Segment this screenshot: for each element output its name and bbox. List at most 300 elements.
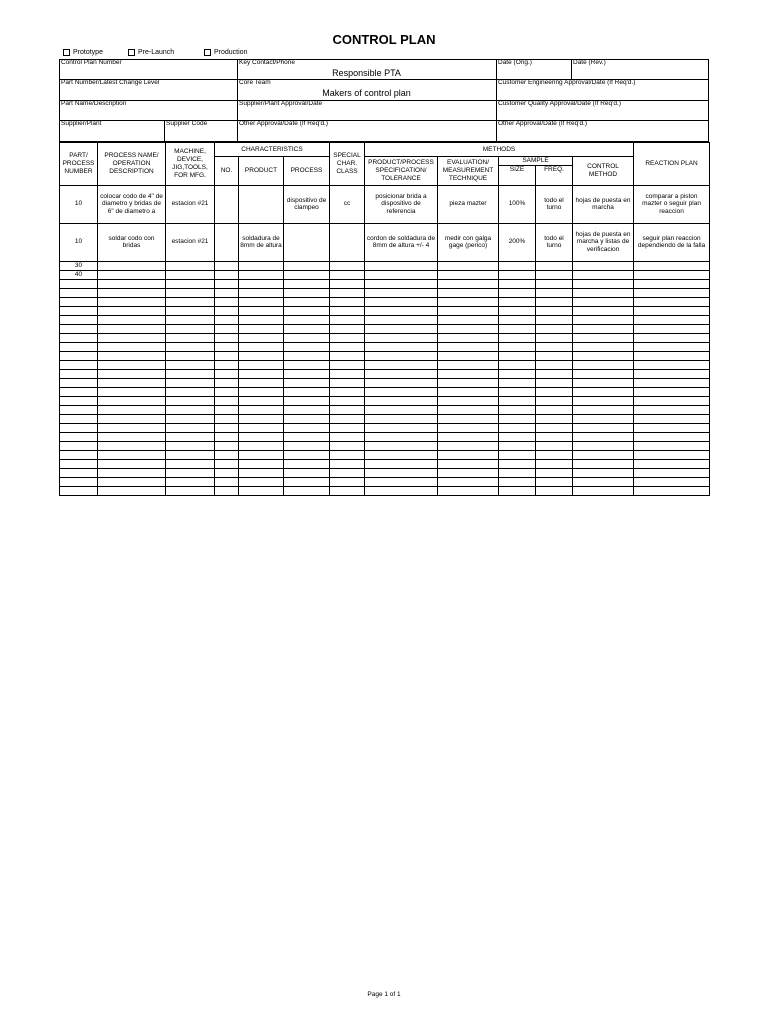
table-cell-empty[interactable] <box>499 297 536 306</box>
table-cell-empty[interactable] <box>166 387 215 396</box>
table-cell-empty[interactable] <box>365 351 438 360</box>
table-cell-empty[interactable] <box>215 288 239 297</box>
table-cell-empty[interactable] <box>438 450 499 459</box>
table-cell-empty[interactable] <box>284 414 330 423</box>
table-cell-process[interactable] <box>284 261 330 270</box>
table-cell-empty[interactable] <box>239 423 284 432</box>
table-cell-empty[interactable] <box>536 324 573 333</box>
table-cell-empty[interactable] <box>60 468 98 477</box>
table-cell-empty[interactable] <box>60 342 98 351</box>
table-cell-empty[interactable] <box>166 486 215 495</box>
phase-option-production[interactable] <box>204 49 247 56</box>
table-cell-size[interactable] <box>499 261 536 270</box>
table-cell-empty[interactable] <box>284 315 330 324</box>
table-cell-empty[interactable] <box>215 297 239 306</box>
table-cell-empty[interactable] <box>239 468 284 477</box>
table-cell-empty[interactable] <box>499 315 536 324</box>
table-cell-empty[interactable] <box>365 486 438 495</box>
table-cell-empty[interactable] <box>634 396 710 405</box>
table-cell-empty[interactable] <box>365 405 438 414</box>
table-cell-empty[interactable] <box>634 468 710 477</box>
table-cell-empty[interactable] <box>365 297 438 306</box>
table-cell-empty[interactable] <box>166 306 215 315</box>
table-cell-special[interactable] <box>330 261 365 270</box>
table-cell-size[interactable]: 100% <box>499 185 536 223</box>
table-cell-empty[interactable] <box>634 387 710 396</box>
table-cell-empty[interactable] <box>98 477 166 486</box>
table-cell-empty[interactable] <box>98 468 166 477</box>
table-cell-freq[interactable] <box>536 261 573 270</box>
table-cell-empty[interactable] <box>499 450 536 459</box>
table-cell-empty[interactable] <box>536 387 573 396</box>
other-approval-field-1[interactable] <box>237 120 496 142</box>
table-cell-empty[interactable] <box>499 306 536 315</box>
table-cell-empty[interactable] <box>98 396 166 405</box>
table-cell-empty[interactable] <box>438 441 499 450</box>
table-cell-empty[interactable] <box>365 441 438 450</box>
table-cell-no[interactable] <box>215 270 239 279</box>
table-cell-empty[interactable] <box>215 486 239 495</box>
table-cell-empty[interactable] <box>98 315 166 324</box>
table-cell-empty[interactable] <box>573 414 634 423</box>
table-cell-empty[interactable] <box>284 450 330 459</box>
table-cell-empty[interactable] <box>215 423 239 432</box>
table-cell-empty[interactable] <box>239 396 284 405</box>
table-cell-empty[interactable] <box>215 432 239 441</box>
table-cell-empty[interactable] <box>239 360 284 369</box>
table-cell-empty[interactable] <box>634 342 710 351</box>
table-cell-empty[interactable] <box>215 279 239 288</box>
table-cell-empty[interactable] <box>634 333 710 342</box>
table-cell-empty[interactable] <box>239 297 284 306</box>
table-cell-empty[interactable] <box>284 459 330 468</box>
table-cell-empty[interactable] <box>330 279 365 288</box>
table-cell-empty[interactable] <box>166 333 215 342</box>
table-cell-empty[interactable] <box>536 351 573 360</box>
supplier-plant-field[interactable] <box>59 120 164 142</box>
table-cell-process-name[interactable] <box>98 261 166 270</box>
table-cell-empty[interactable] <box>573 486 634 495</box>
table-cell-empty[interactable] <box>573 450 634 459</box>
table-cell-empty[interactable] <box>98 423 166 432</box>
table-cell-empty[interactable] <box>60 315 98 324</box>
table-cell-empty[interactable] <box>499 441 536 450</box>
table-cell-empty[interactable] <box>634 477 710 486</box>
table-cell-empty[interactable] <box>239 342 284 351</box>
table-cell-empty[interactable] <box>284 369 330 378</box>
table-cell-special[interactable]: cc <box>330 185 365 223</box>
table-cell-empty[interactable] <box>499 288 536 297</box>
table-cell-empty[interactable] <box>573 387 634 396</box>
table-cell-empty[interactable] <box>284 486 330 495</box>
table-cell-empty[interactable] <box>60 288 98 297</box>
table-cell-empty[interactable] <box>60 423 98 432</box>
table-cell-empty[interactable] <box>166 279 215 288</box>
table-cell-empty[interactable] <box>60 486 98 495</box>
table-cell-empty[interactable] <box>215 459 239 468</box>
table-cell-process-name[interactable]: soldar codo con bridas <box>98 223 166 261</box>
table-cell-empty[interactable] <box>215 351 239 360</box>
table-cell-empty[interactable] <box>166 405 215 414</box>
control-plan-number-field[interactable] <box>59 59 237 79</box>
table-cell-empty[interactable] <box>634 459 710 468</box>
table-cell-empty[interactable] <box>438 279 499 288</box>
table-cell-product[interactable] <box>239 185 284 223</box>
table-cell-empty[interactable] <box>330 315 365 324</box>
table-cell-empty[interactable] <box>438 468 499 477</box>
table-cell-empty[interactable] <box>499 414 536 423</box>
table-cell-empty[interactable] <box>634 369 710 378</box>
table-cell-empty[interactable] <box>438 315 499 324</box>
table-cell-empty[interactable] <box>330 288 365 297</box>
table-cell-empty[interactable] <box>438 414 499 423</box>
table-cell-product[interactable] <box>239 261 284 270</box>
table-cell-empty[interactable] <box>215 369 239 378</box>
table-cell-empty[interactable] <box>499 459 536 468</box>
table-cell-empty[interactable] <box>284 378 330 387</box>
table-cell-part[interactable]: 40 <box>60 270 98 279</box>
table-cell-empty[interactable] <box>60 441 98 450</box>
table-cell-empty[interactable] <box>634 324 710 333</box>
table-cell-empty[interactable] <box>166 477 215 486</box>
table-cell-empty[interactable] <box>166 342 215 351</box>
table-cell-empty[interactable] <box>438 459 499 468</box>
table-cell-empty[interactable] <box>438 333 499 342</box>
table-cell-empty[interactable] <box>330 360 365 369</box>
table-cell-empty[interactable] <box>284 288 330 297</box>
table-cell-empty[interactable] <box>284 324 330 333</box>
table-cell-empty[interactable] <box>499 387 536 396</box>
table-cell-empty[interactable] <box>98 333 166 342</box>
table-cell-empty[interactable] <box>634 414 710 423</box>
table-cell-empty[interactable] <box>60 387 98 396</box>
table-cell-empty[interactable] <box>573 351 634 360</box>
table-cell-empty[interactable] <box>60 459 98 468</box>
table-cell-spec[interactable] <box>365 261 438 270</box>
table-cell-reaction[interactable]: comparar a piston mazter o seguir plan reaccion <box>634 185 710 223</box>
table-cell-empty[interactable] <box>284 306 330 315</box>
table-cell-empty[interactable] <box>536 468 573 477</box>
table-cell-empty[interactable] <box>365 360 438 369</box>
table-cell-process[interactable] <box>284 223 330 261</box>
table-cell-empty[interactable] <box>536 306 573 315</box>
table-cell-empty[interactable] <box>166 324 215 333</box>
table-cell-empty[interactable] <box>499 369 536 378</box>
table-cell-empty[interactable] <box>499 342 536 351</box>
table-cell-freq[interactable]: todo el turno <box>536 185 573 223</box>
table-cell-empty[interactable] <box>239 279 284 288</box>
table-cell-product[interactable] <box>239 270 284 279</box>
table-cell-empty[interactable] <box>215 342 239 351</box>
table-cell-empty[interactable] <box>573 477 634 486</box>
table-cell-empty[interactable] <box>166 288 215 297</box>
table-cell-empty[interactable] <box>215 477 239 486</box>
table-cell-empty[interactable] <box>536 405 573 414</box>
table-cell-empty[interactable] <box>499 396 536 405</box>
table-cell-empty[interactable] <box>98 306 166 315</box>
table-cell-empty[interactable] <box>438 324 499 333</box>
table-cell-empty[interactable] <box>365 279 438 288</box>
supplier-approval-field[interactable] <box>237 100 496 120</box>
table-cell-empty[interactable] <box>330 414 365 423</box>
table-cell-empty[interactable] <box>215 387 239 396</box>
table-cell-empty[interactable] <box>330 351 365 360</box>
table-cell-empty[interactable] <box>499 333 536 342</box>
table-cell-empty[interactable] <box>634 423 710 432</box>
table-cell-empty[interactable] <box>60 360 98 369</box>
table-cell-empty[interactable] <box>365 315 438 324</box>
table-cell-empty[interactable] <box>60 333 98 342</box>
date-rev-field[interactable] <box>571 59 709 79</box>
table-cell-part[interactable]: 10 <box>60 223 98 261</box>
table-cell-empty[interactable] <box>499 378 536 387</box>
table-cell-empty[interactable] <box>215 441 239 450</box>
table-cell-empty[interactable] <box>166 423 215 432</box>
table-cell-empty[interactable] <box>573 468 634 477</box>
customer-engineering-approval-field[interactable] <box>496 79 709 100</box>
table-cell-empty[interactable] <box>284 432 330 441</box>
table-cell-machine[interactable] <box>166 270 215 279</box>
table-cell-empty[interactable] <box>284 468 330 477</box>
table-cell-empty[interactable] <box>284 423 330 432</box>
table-cell-no[interactable] <box>215 223 239 261</box>
table-cell-empty[interactable] <box>499 324 536 333</box>
table-cell-empty[interactable] <box>98 414 166 423</box>
table-cell-empty[interactable] <box>98 378 166 387</box>
table-cell-empty[interactable] <box>365 387 438 396</box>
table-cell-empty[interactable] <box>365 450 438 459</box>
part-number-field[interactable] <box>59 79 237 100</box>
table-cell-empty[interactable] <box>284 396 330 405</box>
table-cell-empty[interactable] <box>499 405 536 414</box>
table-cell-reaction[interactable] <box>634 261 710 270</box>
table-cell-empty[interactable] <box>239 450 284 459</box>
table-cell-empty[interactable] <box>60 450 98 459</box>
table-cell-empty[interactable] <box>239 324 284 333</box>
table-cell-empty[interactable] <box>634 486 710 495</box>
table-cell-empty[interactable] <box>284 333 330 342</box>
table-cell-special[interactable] <box>330 223 365 261</box>
table-cell-empty[interactable] <box>215 306 239 315</box>
table-cell-empty[interactable] <box>634 279 710 288</box>
table-cell-empty[interactable] <box>365 342 438 351</box>
table-cell-empty[interactable] <box>536 441 573 450</box>
core-team-field[interactable] <box>237 79 496 100</box>
table-cell-empty[interactable] <box>634 351 710 360</box>
table-cell-empty[interactable] <box>98 288 166 297</box>
table-cell-empty[interactable] <box>330 468 365 477</box>
table-cell-empty[interactable] <box>499 432 536 441</box>
table-cell-empty[interactable] <box>239 333 284 342</box>
table-cell-empty[interactable] <box>239 441 284 450</box>
table-cell-empty[interactable] <box>536 315 573 324</box>
table-cell-empty[interactable] <box>573 459 634 468</box>
table-cell-empty[interactable] <box>634 450 710 459</box>
table-cell-empty[interactable] <box>499 351 536 360</box>
table-cell-empty[interactable] <box>166 360 215 369</box>
table-cell-empty[interactable] <box>634 432 710 441</box>
table-cell-empty[interactable] <box>438 351 499 360</box>
table-cell-machine[interactable]: estacion #21 <box>166 185 215 223</box>
table-cell-empty[interactable] <box>239 315 284 324</box>
table-cell-empty[interactable] <box>365 333 438 342</box>
table-cell-empty[interactable] <box>634 288 710 297</box>
table-cell-empty[interactable] <box>573 369 634 378</box>
table-cell-machine[interactable] <box>166 261 215 270</box>
table-cell-empty[interactable] <box>438 297 499 306</box>
table-cell-empty[interactable] <box>330 450 365 459</box>
table-cell-empty[interactable] <box>166 378 215 387</box>
table-cell-empty[interactable] <box>98 486 166 495</box>
table-cell-special[interactable] <box>330 270 365 279</box>
table-cell-empty[interactable] <box>60 324 98 333</box>
table-cell-empty[interactable] <box>330 441 365 450</box>
table-cell-empty[interactable] <box>166 297 215 306</box>
table-cell-empty[interactable] <box>60 279 98 288</box>
customer-quality-approval-field[interactable] <box>496 100 709 120</box>
table-cell-empty[interactable] <box>573 396 634 405</box>
table-cell-empty[interactable] <box>536 369 573 378</box>
table-cell-empty[interactable] <box>573 315 634 324</box>
table-cell-empty[interactable] <box>60 378 98 387</box>
part-name-field[interactable] <box>59 100 237 120</box>
table-cell-empty[interactable] <box>239 477 284 486</box>
table-cell-empty[interactable] <box>365 306 438 315</box>
table-cell-empty[interactable] <box>365 378 438 387</box>
table-cell-empty[interactable] <box>215 414 239 423</box>
table-cell-machine[interactable]: estacion #21 <box>166 223 215 261</box>
table-cell-empty[interactable] <box>330 387 365 396</box>
table-cell-empty[interactable] <box>98 387 166 396</box>
table-cell-empty[interactable] <box>438 288 499 297</box>
table-cell-empty[interactable] <box>365 288 438 297</box>
table-cell-empty[interactable] <box>499 486 536 495</box>
other-approval-field-2[interactable] <box>496 120 709 142</box>
table-cell-empty[interactable] <box>284 405 330 414</box>
table-cell-freq[interactable] <box>536 270 573 279</box>
table-cell-empty[interactable] <box>536 432 573 441</box>
table-cell-empty[interactable] <box>365 459 438 468</box>
table-cell-empty[interactable] <box>215 396 239 405</box>
table-cell-empty[interactable] <box>60 405 98 414</box>
table-cell-empty[interactable] <box>330 297 365 306</box>
table-cell-empty[interactable] <box>239 459 284 468</box>
table-cell-empty[interactable] <box>98 360 166 369</box>
table-cell-empty[interactable] <box>438 306 499 315</box>
table-cell-empty[interactable] <box>239 369 284 378</box>
table-cell-empty[interactable] <box>438 378 499 387</box>
table-cell-empty[interactable] <box>284 351 330 360</box>
table-cell-empty[interactable] <box>573 324 634 333</box>
table-cell-empty[interactable] <box>536 396 573 405</box>
table-cell-empty[interactable] <box>330 423 365 432</box>
table-cell-empty[interactable] <box>365 423 438 432</box>
table-cell-empty[interactable] <box>573 279 634 288</box>
table-cell-empty[interactable] <box>365 396 438 405</box>
date-orig-field[interactable] <box>496 59 571 79</box>
table-cell-empty[interactable] <box>499 477 536 486</box>
table-cell-product[interactable]: soldadura de 8mm de altura <box>239 223 284 261</box>
supplier-code-field[interactable] <box>164 120 237 142</box>
table-cell-empty[interactable] <box>438 423 499 432</box>
table-cell-no[interactable] <box>215 261 239 270</box>
table-cell-empty[interactable] <box>536 378 573 387</box>
table-cell-empty[interactable] <box>215 360 239 369</box>
table-cell-empty[interactable] <box>536 288 573 297</box>
table-cell-reaction[interactable] <box>634 270 710 279</box>
table-cell-empty[interactable] <box>60 297 98 306</box>
table-cell-empty[interactable] <box>284 441 330 450</box>
table-cell-empty[interactable] <box>634 405 710 414</box>
table-cell-spec[interactable] <box>365 270 438 279</box>
table-cell-empty[interactable] <box>166 459 215 468</box>
table-cell-empty[interactable] <box>166 351 215 360</box>
table-cell-empty[interactable] <box>166 396 215 405</box>
table-cell-empty[interactable] <box>166 369 215 378</box>
table-cell-empty[interactable] <box>60 432 98 441</box>
table-cell-evaluation[interactable]: pieza mazter <box>438 185 499 223</box>
table-cell-empty[interactable] <box>98 405 166 414</box>
table-cell-empty[interactable] <box>60 477 98 486</box>
table-cell-empty[interactable] <box>239 351 284 360</box>
table-cell-control[interactable]: hojas de puesta en marcha <box>573 185 634 223</box>
table-cell-empty[interactable] <box>215 333 239 342</box>
table-cell-empty[interactable] <box>438 387 499 396</box>
table-cell-empty[interactable] <box>239 414 284 423</box>
table-cell-empty[interactable] <box>438 486 499 495</box>
table-cell-empty[interactable] <box>239 405 284 414</box>
table-cell-empty[interactable] <box>330 369 365 378</box>
table-cell-empty[interactable] <box>536 423 573 432</box>
table-cell-empty[interactable] <box>573 360 634 369</box>
table-cell-empty[interactable] <box>634 360 710 369</box>
table-cell-empty[interactable] <box>573 405 634 414</box>
table-cell-empty[interactable] <box>573 432 634 441</box>
table-cell-empty[interactable] <box>60 396 98 405</box>
table-cell-process-name[interactable]: colocar codo de 4" de diametro y bridas de 6" de diametro a <box>98 185 166 223</box>
table-cell-empty[interactable] <box>98 450 166 459</box>
table-cell-empty[interactable] <box>438 477 499 486</box>
table-cell-empty[interactable] <box>98 459 166 468</box>
phase-option-prototype[interactable] <box>63 49 103 56</box>
table-cell-empty[interactable] <box>438 396 499 405</box>
table-cell-empty[interactable] <box>365 477 438 486</box>
table-cell-empty[interactable] <box>536 486 573 495</box>
table-cell-empty[interactable] <box>438 342 499 351</box>
table-cell-empty[interactable] <box>330 378 365 387</box>
table-cell-empty[interactable] <box>98 324 166 333</box>
table-cell-empty[interactable] <box>330 459 365 468</box>
table-cell-empty[interactable] <box>284 360 330 369</box>
table-cell-empty[interactable] <box>239 306 284 315</box>
table-cell-empty[interactable] <box>573 423 634 432</box>
table-cell-empty[interactable] <box>634 441 710 450</box>
table-cell-spec[interactable]: posicionar brida a dispositivo de referencia <box>365 185 438 223</box>
table-cell-process[interactable]: dispositivo de clampeo <box>284 185 330 223</box>
table-cell-process[interactable] <box>284 270 330 279</box>
table-cell-empty[interactable] <box>365 324 438 333</box>
table-cell-empty[interactable] <box>365 369 438 378</box>
table-cell-empty[interactable] <box>499 423 536 432</box>
table-cell-empty[interactable] <box>634 297 710 306</box>
table-cell-empty[interactable] <box>365 468 438 477</box>
table-cell-empty[interactable] <box>284 387 330 396</box>
table-cell-empty[interactable] <box>573 342 634 351</box>
table-cell-evaluation[interactable] <box>438 270 499 279</box>
table-cell-empty[interactable] <box>215 405 239 414</box>
table-cell-empty[interactable] <box>98 351 166 360</box>
table-cell-process-name[interactable] <box>98 270 166 279</box>
